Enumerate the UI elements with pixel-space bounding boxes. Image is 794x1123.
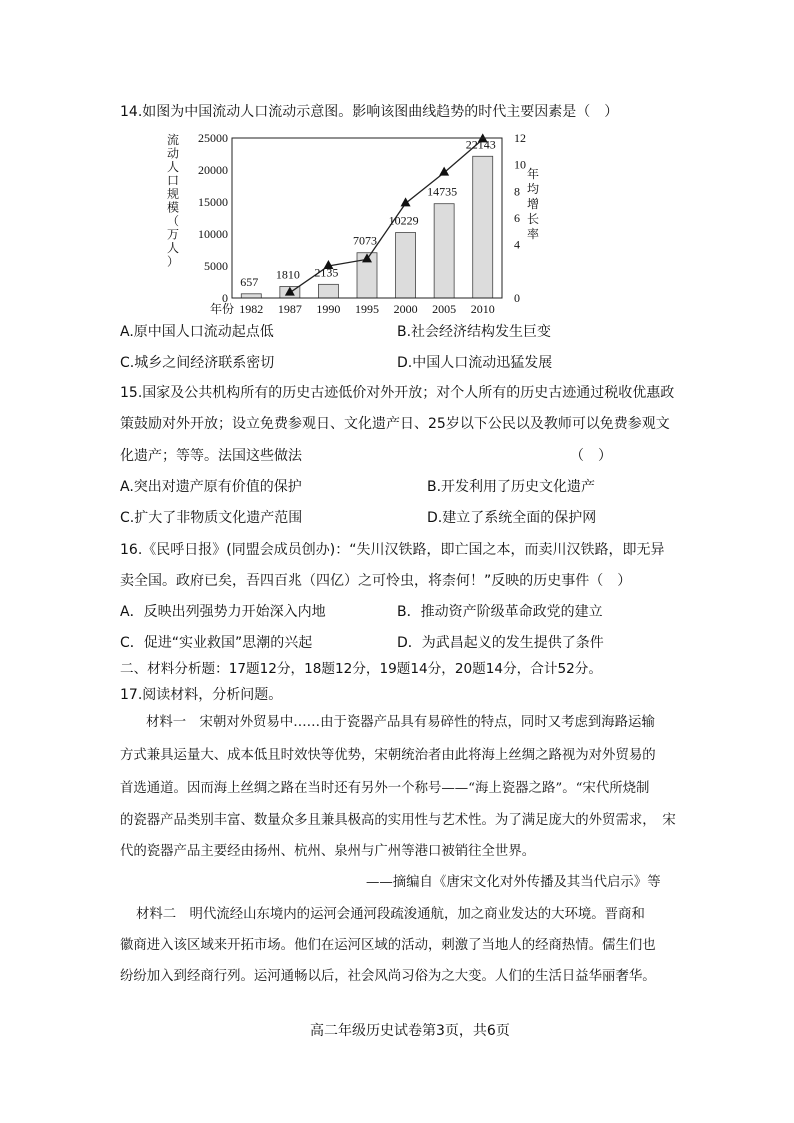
q14-stem: 14.如图为中国流动人口流动示意图。影响该图曲线趋势的时代主要因素是（ ） bbox=[120, 104, 619, 120]
q14-option-d: D.中国人口流动迅猛发展 bbox=[397, 355, 553, 371]
value-label-1982: 657 bbox=[240, 274, 259, 289]
material-2-line-3: 纷纷加入到经商行列。运河通畅以后，社会风尚习俗为之大变。人们的生活日益华丽奢华。 bbox=[120, 969, 656, 984]
q16-option-d: D．为武昌起义的发生提供了条件 bbox=[397, 635, 604, 651]
q15-line-3: 化遗产；等等。法国这些做法 bbox=[120, 448, 302, 464]
material-1-source: ——摘编自《唐宋文化对外传播及其当代启示》等 bbox=[366, 875, 661, 890]
material-1-line-5: 代的瓷器产品主要经由扬州、杭州、泉州与广州等港口被销往全世界。 bbox=[120, 844, 536, 859]
x-tick-2010: 2010 bbox=[470, 302, 495, 316]
y-label-char: 人 bbox=[166, 241, 180, 255]
q16-option-b: B．推动资产阶级革命政党的建立 bbox=[397, 604, 603, 620]
q14-option-a: A.原中国人口流动起点低 bbox=[120, 324, 274, 340]
y2-axis-ticks bbox=[514, 131, 526, 305]
q16-line-2: 卖全国。政府已矣，吾四百兆（四亿）之可怜虫，将柰何！”反映的历史事件（ ） bbox=[120, 573, 632, 589]
bar-2005 bbox=[434, 204, 454, 298]
y-axis-ticks bbox=[198, 131, 228, 305]
material-1-line-2: 方式兼具运量大、成本低且时效快等优势，宋朝统治者由此将海上丝绸之路视为对外贸易的 bbox=[120, 748, 656, 763]
page-footer: 高二年级历史试卷第3页，共6页 bbox=[310, 1023, 510, 1039]
q16-option-c: C．促进“实业救国”思潮的兴起 bbox=[120, 635, 313, 651]
value-label-1995: 7073 bbox=[353, 233, 377, 248]
section-2-heading: 二、材料分析题：17题12分，18题12分，19题14分，20题14分，合计52分。 bbox=[120, 661, 602, 677]
material-1-line-4: 的瓷器产品类别丰富、数量众多且兼具极高的实用性与艺术性。为了满足庞大的外贸需求， 宋 bbox=[120, 813, 676, 828]
x-tick-1995: 1995 bbox=[355, 302, 379, 316]
q16-option-a: A．反映出列强势力开始深入内地 bbox=[120, 604, 326, 620]
y-label-char: （ bbox=[166, 214, 180, 228]
material-1-line-3: 首选通道。因而海上丝绸之路在当时还有另外一个称号——“海上瓷器之路”。“宋代所烧制 bbox=[120, 781, 650, 796]
y-tick-15000: 15000 bbox=[198, 195, 228, 209]
y-label-char: 动 bbox=[166, 146, 180, 161]
y2-label-char: 长 bbox=[526, 212, 540, 226]
y-label-char: 规 bbox=[166, 187, 180, 201]
value-label-1990: 2135 bbox=[314, 265, 339, 280]
x-tick-1987: 1987 bbox=[277, 302, 302, 316]
growth-point-2000 bbox=[401, 197, 411, 206]
y2-tick-4: 4 bbox=[514, 237, 520, 252]
y-tick-10000: 10000 bbox=[198, 227, 228, 241]
q15-option-c: C.扩大了非物质文化遗产范围 bbox=[120, 510, 303, 526]
y-label-char: 人 bbox=[166, 160, 180, 174]
value-label-2000: 10229 bbox=[388, 213, 419, 228]
population-chart bbox=[165, 128, 545, 318]
bar-1982 bbox=[241, 294, 261, 298]
y2-tick-8: 8 bbox=[514, 184, 520, 199]
y-label-char: 万 bbox=[166, 227, 180, 242]
x-tick-2000: 2000 bbox=[393, 302, 418, 316]
y-label-char: 口 bbox=[166, 173, 180, 188]
value-label-2010: 22143 bbox=[465, 137, 496, 152]
q17-stem: 17.阅读材料，分析问题。 bbox=[120, 687, 283, 703]
q15-answer-bracket: （ ） bbox=[570, 448, 612, 464]
q16-line-1: 16.《民呼日报》(同盟会成员创办)：“失川汉铁路，即亡国之本，而卖川汉铁路，即无异 bbox=[120, 542, 665, 558]
y2-tick-0: 0 bbox=[514, 291, 520, 305]
y-tick-25000: 25000 bbox=[198, 131, 228, 145]
y-label-char: 模 bbox=[166, 200, 180, 215]
q14-option-c: C.城乡之间经济联系密切 bbox=[120, 355, 275, 371]
material-1-line-1: 材料一 宋朝对外贸易中……由于瓷器产品具有易碎性的特点，同时又考虑到海路运输 bbox=[146, 715, 655, 730]
value-label-2005: 14735 bbox=[427, 184, 458, 199]
material-2-line-1: 材料二 明代流经山东境内的运河会通河段疏浚通航，加之商业发达的大环境。晋商和 bbox=[136, 907, 645, 922]
y2-label-char: 年 bbox=[526, 167, 540, 181]
q15-line-1: 15.国家及公共机构所有的历史古迹低价对外开放；对个人所有的历史古迹通过税收优惠政 bbox=[120, 385, 675, 401]
y-axis-label bbox=[167, 132, 179, 269]
x-axis-label: 年份 bbox=[210, 302, 235, 316]
x-axis-ticks bbox=[239, 302, 494, 316]
y2-label-char: 均 bbox=[526, 182, 540, 196]
y2-axis-label bbox=[527, 166, 539, 241]
y2-tick-12: 12 bbox=[514, 131, 526, 145]
y2-tick-6: 6 bbox=[514, 211, 520, 225]
value-label-1987: 1810 bbox=[275, 267, 300, 282]
y-tick-20000: 20000 bbox=[198, 163, 228, 177]
q14-option-b: B.社会经济结构发生巨变 bbox=[397, 324, 552, 340]
material-2-line-2: 徽商进入该区域来开拓市场。他们在运河区域的活动，刺激了当地人的经商热情。儒生们也 bbox=[120, 938, 656, 953]
growth-point-2005 bbox=[439, 167, 449, 176]
y-label-char: ） bbox=[166, 254, 180, 269]
y-tick-5000: 5000 bbox=[204, 259, 228, 273]
y2-label-char: 率 bbox=[526, 227, 540, 241]
y-label-char: 流 bbox=[166, 133, 180, 147]
q15-option-b: B.开发利用了历史文化遗产 bbox=[427, 479, 596, 495]
bar-1990 bbox=[318, 284, 338, 298]
x-tick-1982: 1982 bbox=[239, 302, 264, 316]
y2-label-char: 增 bbox=[526, 197, 540, 211]
x-tick-2005: 2005 bbox=[432, 302, 457, 316]
y2-tick-10: 10 bbox=[514, 157, 526, 172]
q15-option-d: D.建立了系统全面的保护网 bbox=[427, 510, 597, 526]
q15-option-a: A.突出对遗产原有价值的保护 bbox=[120, 479, 302, 495]
x-tick-1990: 1990 bbox=[316, 302, 341, 316]
bar-2010 bbox=[473, 156, 493, 298]
q15-line-2: 策鼓励对外开放；设立免费参观日、文化遗产日、25岁以下公民以及教师可以免费参观文 bbox=[120, 416, 670, 432]
y-tick-0: 0 bbox=[222, 291, 228, 305]
bar-2000 bbox=[396, 233, 416, 298]
